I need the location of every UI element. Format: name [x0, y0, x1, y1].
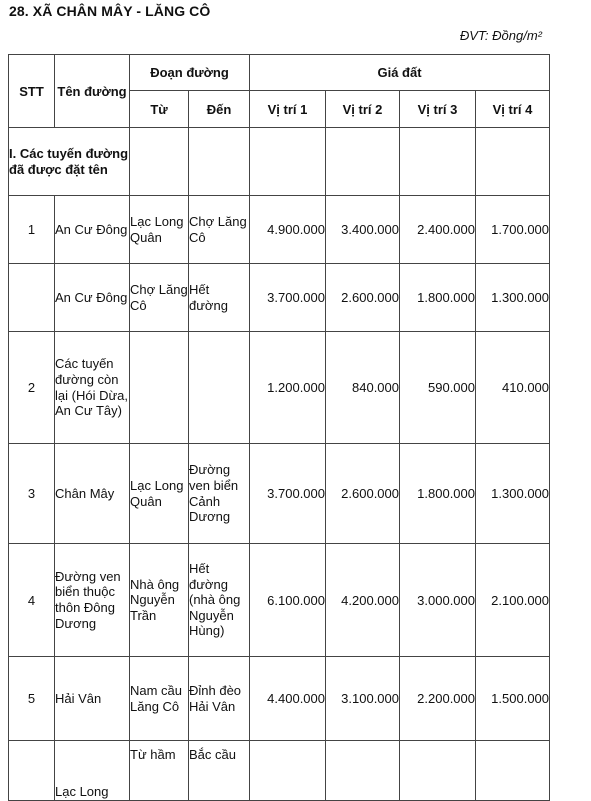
cell-vi-tri-4: 410.000 — [476, 332, 550, 444]
cell-vi-tri-2 — [326, 741, 400, 801]
cell-vi-tri-3: 3.000.000 — [400, 544, 476, 657]
section-title: I. Các tuyến đường đã được đặt tên — [9, 128, 130, 196]
cell-vi-tri-4: 2.100.000 — [476, 544, 550, 657]
cell-vi-tri-2: 2.600.000 — [326, 264, 400, 332]
cell-ten: Lạc Long — [55, 741, 130, 801]
land-price-table — [8, 54, 550, 801]
cell-stt: 1 — [9, 196, 55, 264]
unit-note: ĐVT: Đồng/m² — [459, 28, 542, 43]
cell-den: Đỉnh đèo Hải Vân — [189, 657, 250, 741]
table-row — [9, 196, 550, 264]
cell-den: Đường ven biển Cảnh Dương — [189, 444, 250, 544]
cell-tu: Lạc Long Quân — [130, 196, 189, 264]
cell-tu: Từ hầm — [130, 741, 189, 801]
cell-vi-tri-3: 2.400.000 — [400, 196, 476, 264]
cell-vi-tri-1 — [250, 741, 326, 801]
table-cell — [400, 128, 476, 196]
table-row — [9, 264, 550, 332]
cell-ten: Hải Vân — [55, 657, 130, 741]
header-gia-dat: Giá đất — [250, 55, 550, 91]
cell-tu: Lạc Long Quân — [130, 444, 189, 544]
cell-vi-tri-1: 6.100.000 — [250, 544, 326, 657]
cell-vi-tri-3: 590.000 — [400, 332, 476, 444]
cell-vi-tri-2: 4.200.000 — [326, 544, 400, 657]
header-doan-duong: Đoạn đường — [130, 55, 250, 91]
cell-vi-tri-4: 1.300.000 — [476, 264, 550, 332]
cell-vi-tri-2: 3.400.000 — [326, 196, 400, 264]
cell-vi-tri-3 — [400, 741, 476, 801]
table-cell — [189, 128, 250, 196]
cell-vi-tri-4: 1.300.000 — [476, 444, 550, 544]
cell-vi-tri-3: 1.800.000 — [400, 264, 476, 332]
cell-vi-tri-3: 1.800.000 — [400, 444, 476, 544]
cell-ten: Chân Mây — [55, 444, 130, 544]
table-row — [9, 332, 550, 444]
cell-den: Bắc cầu — [189, 741, 250, 801]
cell-vi-tri-1: 4.900.000 — [250, 196, 326, 264]
cell-stt — [9, 741, 55, 801]
cell-vi-tri-1: 4.400.000 — [250, 657, 326, 741]
table-cell — [130, 128, 189, 196]
header-stt: STT — [9, 55, 55, 128]
cell-den: Hết đường — [189, 264, 250, 332]
cell-tu: Nhà ông Nguyễn Trần — [130, 544, 189, 657]
cell-tu: Nam cầu Lăng Cô — [130, 657, 189, 741]
cell-stt: 4 — [9, 544, 55, 657]
cell-tu — [130, 332, 189, 444]
cell-den: Chợ Lăng Cô — [189, 196, 250, 264]
cell-den — [189, 332, 250, 444]
header-ten-duong: Tên đường — [55, 55, 130, 128]
table-cell — [326, 128, 400, 196]
header-vi-tri-2: Vị trí 2 — [326, 91, 400, 128]
header-vi-tri-4: Vị trí 4 — [476, 91, 550, 128]
cell-tu: Chợ Lăng Cô — [130, 264, 189, 332]
cell-stt: 3 — [9, 444, 55, 544]
cell-stt — [9, 264, 55, 332]
cell-vi-tri-4: 1.500.000 — [476, 657, 550, 741]
table-cell — [476, 128, 550, 196]
cell-ten: Các tuyến đường còn lại (Hói Dừa, An Cư Tây) — [55, 332, 130, 444]
cell-ten: An Cư Đông — [55, 264, 130, 332]
header-vi-tri-3: Vị trí 3 — [400, 91, 476, 128]
cell-ten: Đường ven biển thuộc thôn Đông Dương — [55, 544, 130, 657]
table-row — [9, 657, 550, 741]
cell-vi-tri-1: 1.200.000 — [250, 332, 326, 444]
header-den: Đến — [189, 91, 250, 128]
cell-vi-tri-1: 3.700.000 — [250, 444, 326, 544]
cell-vi-tri-2: 3.100.000 — [326, 657, 400, 741]
table-row — [9, 741, 550, 801]
section-row — [9, 128, 550, 196]
cell-vi-tri-4: 1.700.000 — [476, 196, 550, 264]
header-tu: Từ — [130, 91, 189, 128]
cell-vi-tri-2: 2.600.000 — [326, 444, 400, 544]
table-cell — [250, 128, 326, 196]
cell-vi-tri-4 — [476, 741, 550, 801]
header-vi-tri-1: Vị trí 1 — [250, 91, 326, 128]
cell-stt: 2 — [9, 332, 55, 444]
cell-vi-tri-1: 3.700.000 — [250, 264, 326, 332]
cell-stt: 5 — [9, 657, 55, 741]
page-title: 28. XÃ CHÂN MÂY - LĂNG CÔ — [9, 3, 211, 19]
cell-vi-tri-3: 2.200.000 — [400, 657, 476, 741]
table-row — [9, 544, 550, 657]
table-row — [9, 444, 550, 544]
header-row-top — [9, 55, 550, 91]
cell-ten: An Cư Đông — [55, 196, 130, 264]
cell-vi-tri-2: 840.000 — [326, 332, 400, 444]
cell-den: Hết đường (nhà ông Nguyễn Hùng) — [189, 544, 250, 657]
